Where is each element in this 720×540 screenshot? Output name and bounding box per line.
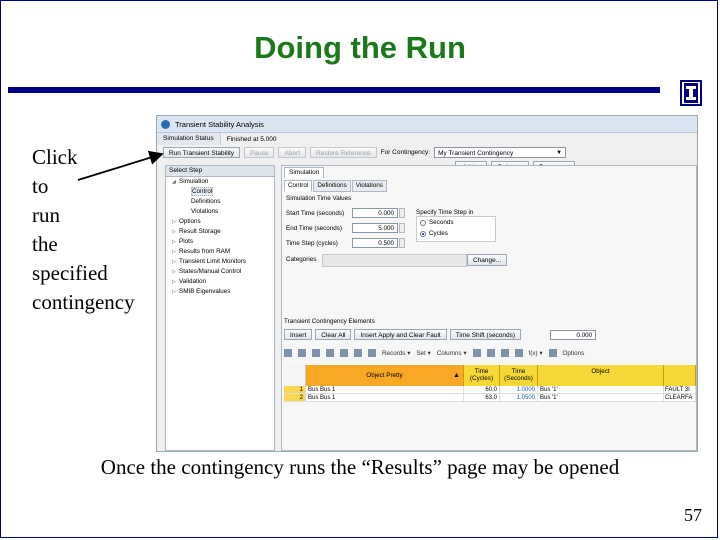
expand-icon[interactable]: ▷ bbox=[172, 259, 176, 265]
radio-icon bbox=[420, 220, 426, 226]
side-text bbox=[32, 143, 162, 317]
filter-icon[interactable] bbox=[501, 349, 509, 357]
records-menu[interactable]: Records ▾ bbox=[382, 349, 411, 357]
restore-reference-button[interactable]: Restore Reference bbox=[310, 147, 377, 158]
table-cell[interactable]: Bus '1' bbox=[538, 394, 664, 402]
col-object[interactable]: Object bbox=[538, 365, 664, 386]
grid-tool-icon[interactable] bbox=[487, 349, 495, 357]
simulation-pane bbox=[281, 165, 697, 451]
window-titlebar bbox=[157, 116, 697, 133]
expand-icon[interactable]: ▷ bbox=[172, 239, 176, 245]
tree-item-label: Simulation bbox=[179, 178, 209, 185]
tree-item-label: SMIB Eigenvalues bbox=[179, 288, 231, 295]
tree-item[interactable] bbox=[166, 227, 274, 237]
sort-icon[interactable] bbox=[515, 349, 523, 357]
tab-simulation[interactable]: Simulation bbox=[284, 167, 324, 178]
tree-item-label: Validation bbox=[179, 278, 207, 285]
for-contingency-label: For Contingency: bbox=[380, 149, 431, 156]
status-row bbox=[157, 133, 697, 145]
grid-tool-icon[interactable] bbox=[284, 349, 292, 357]
table-cell[interactable]: 1.0000 bbox=[500, 386, 538, 394]
tree-item-label: Results from RAM bbox=[179, 248, 231, 255]
expand-icon[interactable]: ▷ bbox=[172, 249, 176, 255]
slide-title: Doing the Run bbox=[254, 30, 466, 65]
status-value: Finished at 5.000 bbox=[226, 135, 277, 143]
grid-tool-icon[interactable] bbox=[549, 349, 557, 357]
expand-icon[interactable]: ▷ bbox=[172, 269, 176, 275]
expand-icon[interactable]: ◢ bbox=[172, 179, 176, 185]
tree-item[interactable] bbox=[166, 287, 274, 297]
subtab-definitions[interactable]: Definitions bbox=[313, 180, 350, 192]
tree-item-label: Result Storage bbox=[179, 228, 221, 235]
grid-tool-icon[interactable] bbox=[326, 349, 334, 357]
expand-icon[interactable]: ▷ bbox=[172, 219, 176, 225]
table-cell[interactable]: FAULT 3I bbox=[664, 386, 696, 394]
contingency-select[interactable] bbox=[434, 147, 566, 158]
radio-seconds-label: Seconds bbox=[429, 219, 454, 226]
insert-button[interactable]: Insert bbox=[284, 329, 312, 340]
table-cell[interactable]: Bus Bus 1 bbox=[306, 386, 464, 394]
bottom-caption: Once the contingency runs the “Results” page may be opened bbox=[100, 455, 620, 479]
end-time-label: End Time (seconds) bbox=[286, 225, 342, 232]
tree-item[interactable] bbox=[166, 207, 274, 217]
sim-time-values-label: Simulation Time Values bbox=[286, 195, 352, 202]
pause-button[interactable]: Pause bbox=[244, 147, 274, 158]
change-button[interactable]: Change... bbox=[467, 254, 507, 266]
options-menu[interactable]: Options bbox=[562, 349, 585, 357]
run-transient-stability-button[interactable]: Run Transient Stability bbox=[163, 147, 240, 158]
tree-item[interactable] bbox=[166, 247, 274, 257]
table-row[interactable] bbox=[284, 386, 696, 394]
side-text-line: the bbox=[32, 232, 58, 256]
tree-item[interactable] bbox=[166, 177, 274, 187]
window-title: Transient Stability Analysis bbox=[175, 119, 264, 129]
tce-toolbar bbox=[284, 329, 596, 340]
grid-tool-icon[interactable] bbox=[354, 349, 362, 357]
chevron-down-icon: ▼ bbox=[556, 150, 563, 156]
grid-tool-icon[interactable] bbox=[340, 349, 348, 357]
fx-menu[interactable]: f(x) ▾ bbox=[528, 349, 543, 357]
contingency-select-value: My Transient Contingency bbox=[438, 150, 514, 157]
grid-toolbar bbox=[284, 347, 694, 359]
transient-stability-window bbox=[156, 115, 698, 452]
tree-item-label: Definitions bbox=[191, 198, 221, 205]
find-icon[interactable] bbox=[368, 349, 376, 357]
subtabs bbox=[284, 180, 388, 192]
col-time-seconds[interactable]: Time (Seconds) bbox=[500, 365, 538, 386]
table-cell[interactable]: 1.0500 bbox=[500, 394, 538, 402]
table-cell[interactable]: CLEARFA bbox=[664, 394, 696, 402]
table-cell[interactable]: 2 bbox=[284, 394, 306, 402]
step-tree bbox=[166, 177, 274, 297]
subtab-violations[interactable]: Violations bbox=[352, 180, 387, 192]
tree-item-label: Plots bbox=[179, 238, 193, 245]
tree-item[interactable] bbox=[166, 267, 274, 277]
tree-item[interactable] bbox=[166, 187, 274, 197]
end-time-input[interactable]: 5.000 bbox=[352, 223, 398, 233]
select-step-header: Select Step bbox=[166, 166, 274, 177]
abort-button[interactable]: Abort bbox=[278, 147, 306, 158]
grid-body bbox=[284, 386, 696, 402]
tree-item[interactable] bbox=[166, 277, 274, 287]
start-time-spinner[interactable] bbox=[399, 208, 405, 218]
side-text-line: run bbox=[32, 203, 60, 227]
tree-item-label: Options bbox=[179, 218, 201, 225]
table-cell[interactable]: Bus Bus 1 bbox=[306, 394, 464, 402]
columns-menu[interactable]: Columns ▾ bbox=[436, 349, 467, 357]
grid-tool-icon[interactable] bbox=[298, 349, 306, 357]
col-object-pretty[interactable] bbox=[306, 365, 464, 386]
radio-selected-icon bbox=[420, 231, 426, 237]
tce-label: Transient Contingency Elements bbox=[284, 318, 375, 325]
insert-apply-clear-fault-button[interactable]: Insert Apply and Clear Fault bbox=[354, 329, 446, 340]
grid-header bbox=[284, 365, 696, 386]
time-shift-button[interactable]: Time Shift (seconds) bbox=[450, 329, 521, 340]
tree-item-label: Transient Limit Monitors bbox=[179, 258, 246, 265]
expand-icon[interactable]: ▷ bbox=[172, 229, 176, 235]
tce-grid bbox=[284, 365, 696, 402]
radio-cycles-label: Cycles bbox=[429, 230, 448, 237]
table-cell[interactable]: Bus '1' bbox=[538, 386, 664, 394]
time-shift-input[interactable]: 0.000 bbox=[550, 330, 596, 340]
page-number: 57 bbox=[684, 505, 702, 525]
select-step-pane bbox=[165, 165, 275, 451]
start-time-input[interactable]: 0.000 bbox=[352, 208, 398, 218]
radio-seconds[interactable] bbox=[417, 217, 495, 228]
table-cell[interactable]: 63.0 bbox=[464, 394, 500, 402]
end-time-spinner[interactable] bbox=[399, 223, 405, 233]
col-time-cycles[interactable]: Time (Cycles) bbox=[464, 365, 500, 386]
time-step-unit-group bbox=[416, 216, 496, 242]
side-text-line: contingency bbox=[32, 290, 135, 314]
side-text-line: specified bbox=[32, 261, 108, 285]
table-row[interactable] bbox=[284, 394, 696, 402]
start-time-label: Start Time (seconds) bbox=[286, 210, 345, 217]
status-label: Simulation Status bbox=[157, 133, 221, 145]
tree-item[interactable] bbox=[166, 197, 274, 207]
expand-icon[interactable]: ▷ bbox=[172, 289, 176, 295]
tree-item-label: States/Manual Control bbox=[179, 268, 242, 275]
col-object-pretty-label: Object Pretty bbox=[366, 372, 403, 379]
grid-tool-icon[interactable] bbox=[473, 349, 481, 357]
table-cell[interactable]: 1 bbox=[284, 386, 306, 394]
sort-desc-icon: ▲ bbox=[453, 372, 460, 379]
expand-icon[interactable]: ▷ bbox=[172, 279, 176, 285]
tree-item[interactable] bbox=[166, 237, 274, 247]
time-step-spinner[interactable] bbox=[399, 238, 405, 248]
categories-label: Categories bbox=[286, 256, 317, 263]
radio-cycles[interactable] bbox=[417, 228, 495, 239]
table-cell[interactable]: 60.0 bbox=[464, 386, 500, 394]
university-logo bbox=[680, 80, 702, 106]
tree-item[interactable] bbox=[166, 217, 274, 227]
title-rule bbox=[8, 87, 660, 93]
app-icon bbox=[161, 120, 170, 129]
categories-field[interactable] bbox=[322, 254, 467, 267]
subtab-control[interactable]: Control bbox=[284, 180, 312, 192]
tree-item[interactable] bbox=[166, 257, 274, 267]
set-menu[interactable]: Set ▾ bbox=[416, 349, 431, 357]
specify-time-step-label: Specify Time Step in bbox=[416, 209, 474, 216]
time-step-input[interactable]: 0.500 bbox=[352, 238, 398, 248]
tree-item-label: Violations bbox=[191, 208, 219, 215]
tree-item-label: Control bbox=[192, 188, 213, 195]
side-text-line: to bbox=[32, 174, 49, 198]
side-text-line: Click bbox=[32, 145, 78, 169]
grid-corner bbox=[284, 365, 306, 386]
time-step-label: Time Step (cycles) bbox=[286, 240, 338, 247]
col-action[interactable] bbox=[664, 365, 696, 386]
clear-all-button[interactable]: Clear All bbox=[315, 329, 351, 340]
grid-tool-icon[interactable] bbox=[312, 349, 320, 357]
top-toolbar bbox=[157, 145, 697, 160]
